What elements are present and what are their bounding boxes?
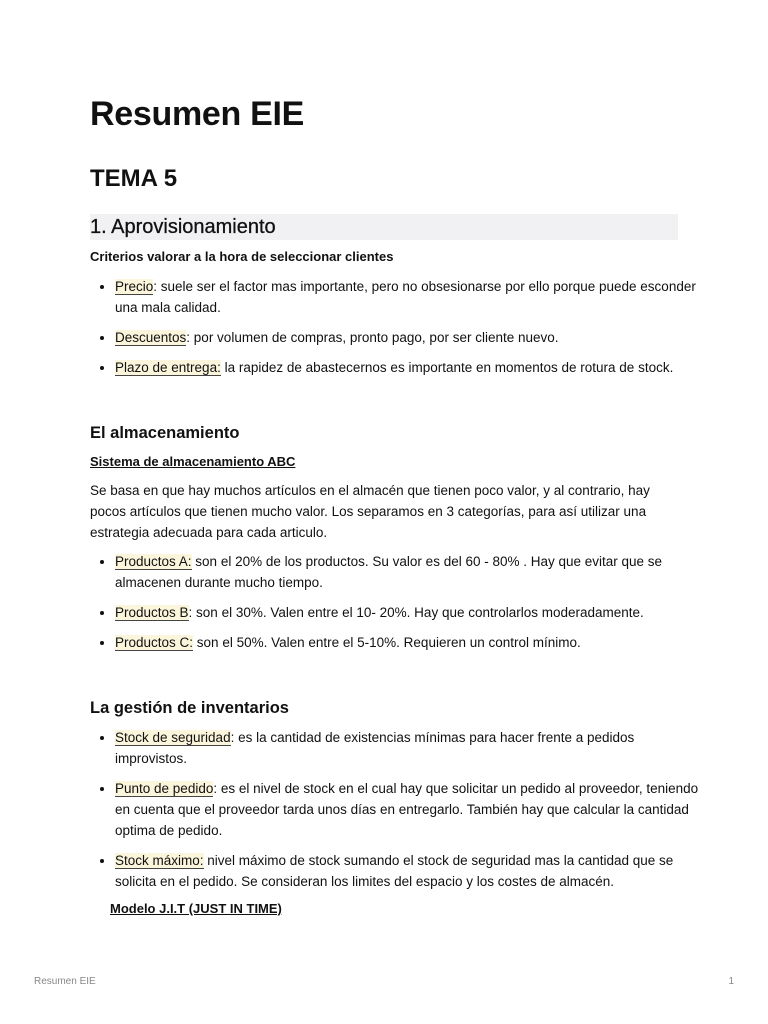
term-highlight: Plazo de entrega: <box>115 360 221 375</box>
criteria-list <box>90 276 703 387</box>
section-heading-label: 1. Aprovisionamiento <box>90 216 276 238</box>
term-highlight: Descuentos <box>115 330 187 345</box>
list-item <box>115 632 703 653</box>
criteria-heading: Criterios valorar a la hora de seleccionar clientes <box>90 249 394 264</box>
list-item <box>115 276 703 318</box>
item-text: son el 20% de los productos. Su valor es del 60 - 80% . Hay que evitar que se almacenen durante mucho tiempo. <box>115 554 663 590</box>
footer-document-name: Resumen EIE <box>34 976 96 987</box>
item-text: : es la cantidad de existencias mínimas para hacer frente a pedidos improvistos. <box>115 730 635 766</box>
almacenamiento-heading: El almacenamiento <box>90 424 240 442</box>
abc-list <box>90 551 703 662</box>
term-highlight: Stock máximo: <box>115 853 204 868</box>
inventario-list <box>90 727 703 901</box>
list-item <box>115 727 703 769</box>
list-item <box>115 602 703 623</box>
term-highlight: Productos C: <box>115 635 194 650</box>
item-text: son el 50%. Valen entre el 5-10%. Requieren un control mínimo. <box>193 635 581 650</box>
abc-paragraph: Se basa en que hay muchos artículos en el almacén que tienen poco valor, y al contrario, hay pocos artículos que tienen mucho valor. Los separamos en 3 categorías, para así utilizar una estrategia adecuada para cada articulo. <box>90 483 650 540</box>
term-highlight: Productos B <box>115 605 189 620</box>
list-item <box>115 778 703 841</box>
tema-heading: TEMA 5 <box>90 165 178 192</box>
list-item <box>115 327 703 348</box>
list-item <box>115 357 703 378</box>
item-text: : son el 30%. Valen entre el 10- 20%. Hay que controlarlos moderadamente. <box>188 605 644 620</box>
item-text: : por volumen de compras, pronto pago, por ser cliente nuevo. <box>186 330 559 345</box>
list-item <box>115 551 703 593</box>
term-highlight: Precio <box>115 279 154 294</box>
jit-heading: Modelo J.I.T (JUST IN TIME) <box>110 901 282 916</box>
item-text: nivel máximo de stock sumando el stock de seguridad mas la cantidad que se solicita en el pedido. Se consideran los limites del espacio y los costes de almacén. <box>115 853 674 889</box>
term-highlight: Productos A: <box>115 554 192 569</box>
document-title: Resumen EIE <box>90 95 304 133</box>
term-highlight: Stock de seguridad <box>115 730 231 745</box>
inventarios-heading: La gestión de inventarios <box>90 699 289 717</box>
section-heading-aprovisionamiento <box>90 214 678 240</box>
item-text: : es el nivel de stock en el cual hay que solicitar un pedido al proveedor, teniendo en cuenta que el proveedor tarda unos días en entregarlo. También hay que calcular la cantidad optima de pedido. <box>115 781 699 838</box>
abc-heading: Sistema de almacenamiento ABC <box>90 454 296 469</box>
list-item <box>115 850 703 892</box>
term-highlight: Punto de pedido <box>115 781 214 796</box>
item-text: : suele ser el factor mas importante, pero no obsesionarse por ello porque puede esconder una mala calidad. <box>115 279 696 315</box>
footer-page-number: 1 <box>728 976 734 987</box>
item-text: la rapidez de abastecernos es importante en momentos de rotura de stock. <box>220 360 674 375</box>
